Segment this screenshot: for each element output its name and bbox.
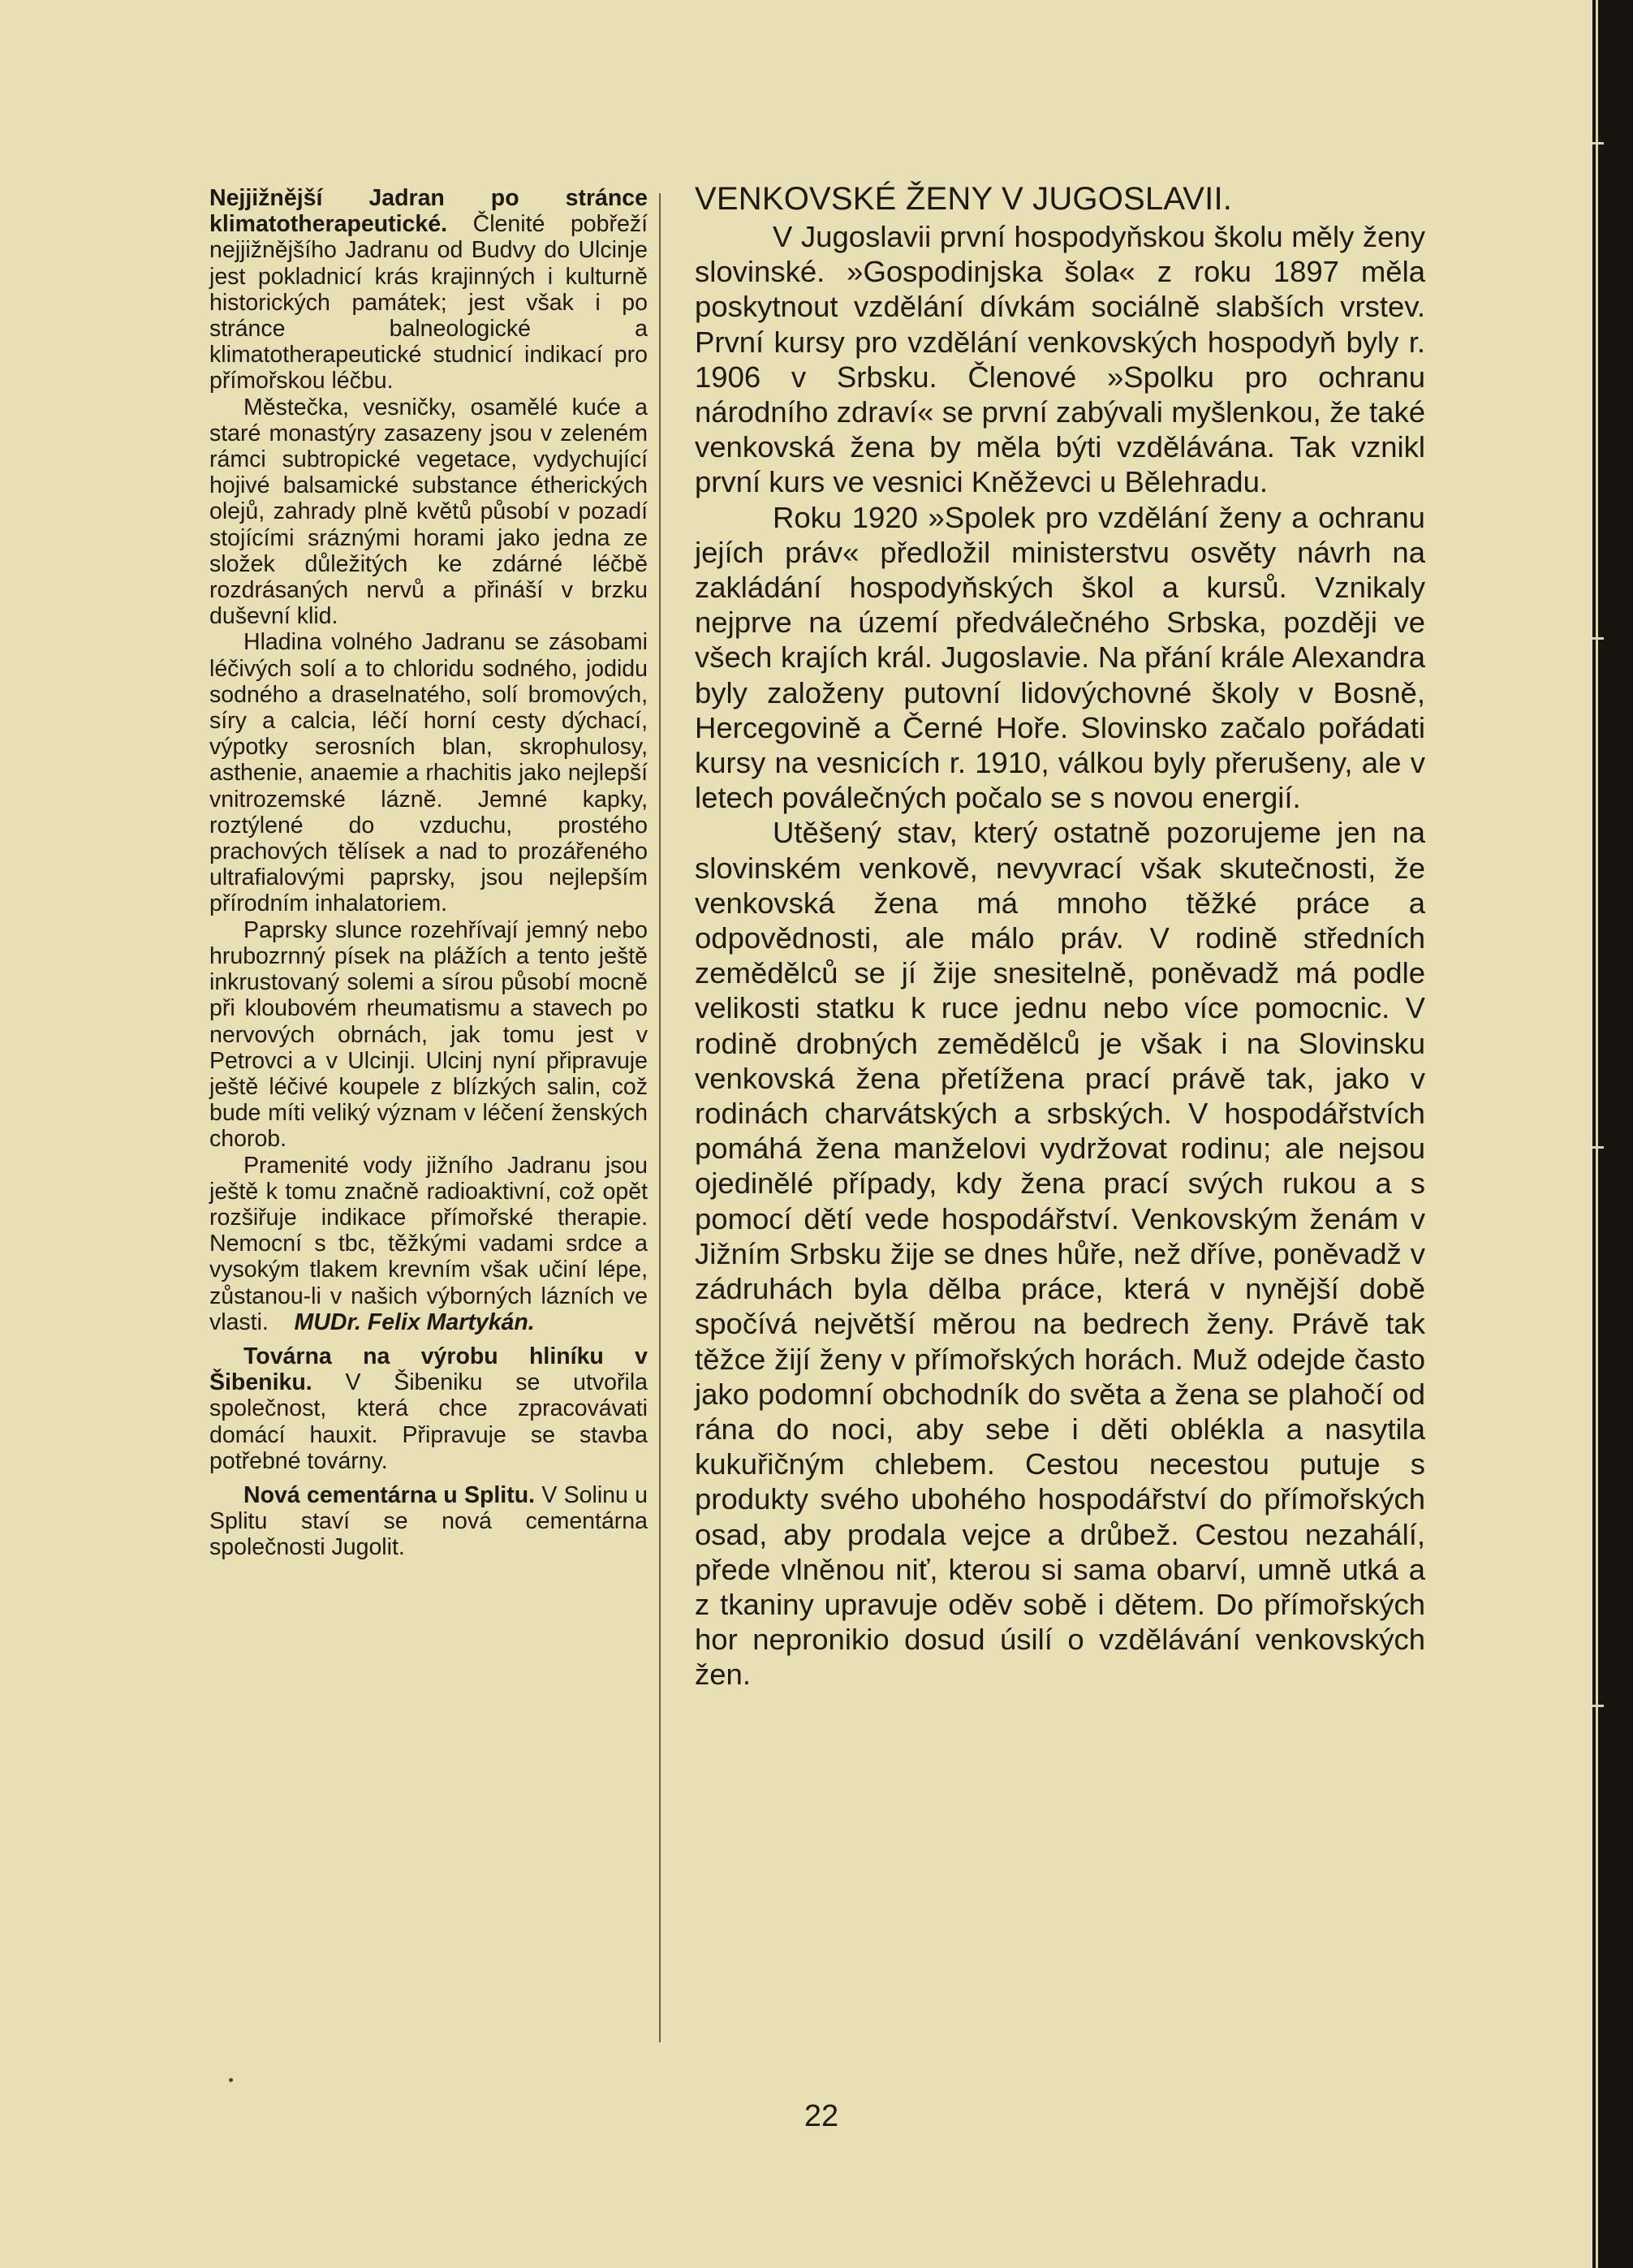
article-women-title: VENKOVSKÉ ŽENY V JUGOSLAVII. [695,181,1233,217]
article-health-text-1: Členité pobřeží nejjižnějšího Jadranu od Budvy do Ulcinje jest pokladnicí krás krajinných i kulturně historických památek; jest však i po stránce balneologické a klimatotherapeutické studnicí indikací pro přímořskou léčbu. [209,211,648,395]
article-health-text-5: Pramenité vody jižního Jadranu jsou ještě k tomu značně radioaktivní, což opět rozšiřuje indikace přímořské therapie. Nemocní s tbc, těžkými vadami srdce a vysokým tlakem krevním však učiní lépe, zůstanou-li v našich výborných lázních ve vlasti. [209,1152,648,1335]
article-health-paragraph-2: Městečka, vesničky, osamělé kuće a staré monastýry zasazeny jsou v zeleném rámci subtropické vegetace, vydychující hojivé balsamické substance étherických olejů, zahrady plně květů působí v pozadí stojícími sráznými horami jako jedna ze složek důležitých ke zdárné léčbě rozdrásaných nervů a přináší v brzku duševní klid. [209,394,648,630]
print-speck [229,2078,233,2082]
edge-strip [1596,0,1598,2268]
article-cement-text: V Solinu u Splitu staví se nová cementárna společnosti Jugolit. [209,1481,648,1561]
edge-tick [1592,1146,1604,1149]
article-health-paragraph-5 [209,1153,648,1335]
edge-tick [1592,1705,1604,1707]
article-aluminium-paragraph [209,1343,648,1474]
article-health-paragraph-3: Hladina volného Jadranu se zásobami léčivých solí a to chloridu sodného, jodidu sodného a draselnatého, solí bromových, síry a calcia, léčí horní cesty dýchací, výpotky serosních blan, skrophulosy, asthenie, anaemie a rhachitis jako nejlepší vnitrozemské lázně. Jemné kapky, roztýlené do vzduchu, prostého prachových tělísek a nad to prozářeného ultrafialovými paprsky, jsou nejlepším přírodním inhalatoriem. [209,629,648,917]
article-health-paragraph-4: Paprsky slunce rozehřívají jemný nebo hrubozrnný písek na plážích a tento ještě inkrustovaný solemi a sírou působí mocně při kloubovém rheumatismu a stavech po nervových obrnách, jak tomu jest v Petrovci a v Ulcinji. Ulcinj nyní připravuje ještě léčivé koupele z blízkých salin, což bude míti veliký význam v léčení ženských chorob. [209,916,648,1153]
article-women-paragraph-3: Utěšený stav, který ostatně pozorujeme jen na slovinském venkově, nevyvrací však skutečnosti, že venkovská žena má mnoho těžké práce a odpovědnosti, ale málo práv. V rodině středních zemědělců se jí žije snesitelně, poněvadž má podle velikosti statku k ruce jednu nebo více pomocnic. V rodině drobných zemědělců je však i na Slovinsku venkovská žena přetížena prací právě tak, jako v rodinách charvátských a srbských. V hospodářstvích pomáhá žena manželovi vydržovat rodinu; ale nejsou ojedinělé případy, kdy žena prací svých rukou a s pomocí dětí vede hospodářství. Venkovským ženám v Jižním Srbsku žije se dnes hůře, než dříve, poněvadž v zádruhách byla dělba práce, která v nynější době spočívá největší měrou na bedrech ženy. Právě tak těžce žijí ženy v přímořských horách. Muž odejde často jako podomní obchodník do světa a žena se plahočí od rána do noci, aby sebe i děti oblékla a nasytila kukuřičným chlebem. Cestou necestou putuje s produkty svého ubohého hospodářství do přímořských osad, aby prodala vejce a drůbež. Cestou nezahálí, přede vlněnou niť, kterou si sama obarví, umně utká a z tkaniny upravuje oděv sobě i dětem. Do přímořských hor nepronikio dosud úsilí o vzdělávání venkovských žen. [695,816,1425,1692]
article-health-heading: Nejjižnější Jadran po stránce klimatotherapeutické. [209,185,648,238]
author-signature: MUDr. Felix Martykán. [294,1309,535,1335]
article-women-paragraph-1: V Jugoslavii první hospodyňskou školu měly ženy slovinské. »Gospodinjska šola« z roku 1897 měla poskytnout vzdělání dívkám sociálně slabších vrstev. První kursy pro vzdělání venkovských hospodyň byly r. 1906 v Srbsku. Členové »Spolku pro ochranu národního zdraví« se první zabývali myšlenkou, že také venkovská žena by měla býti vzdělávána. Tak vznikl první kurs ve vesnici Kněževci u Bělehradu. [695,220,1425,499]
article-aluminium-heading: Továrna na výrobu hliníku v Šibeniku. [209,1343,648,1396]
column-divider [659,193,661,2042]
article-women-paragraph-2: Roku 1920 »Spolek pro vzdělání ženy a ochranu jejích práv« předložil ministerstvu osvěty návrh na zakládání hospodyňských škol a kursů. Vznikaly nejprve na území předválečného Srbska, později ve všech krajích král. Jugoslavie. Na přání krále Alexandra byly založeny putovní lidovýchovné školy v Bosně, Hercegovině a Černé Hoře. Slovinsko začalo pořádati kursy na vesnicích r. 1910, válkou byly přerušeny, ale v letech poválečných počalo se s novou energií. [695,500,1425,815]
article-cement-paragraph [209,1482,648,1561]
article-health-paragraph-1 [209,185,648,395]
page-number: 22 [804,2099,839,2133]
edge-tick [1592,142,1604,144]
edge-tick [1592,637,1604,640]
left-column [209,185,648,1561]
right-column [695,180,1425,1692]
article-aluminium-text: V Šibeniku se utvořila společnost, která chce zpracovávati domácí hauxit. Připravuje se stavba potřebné továrny. [209,1369,648,1474]
article-cement-heading: Nová cementárna u Splitu. [243,1481,536,1508]
scan-edge [1592,0,1633,2268]
